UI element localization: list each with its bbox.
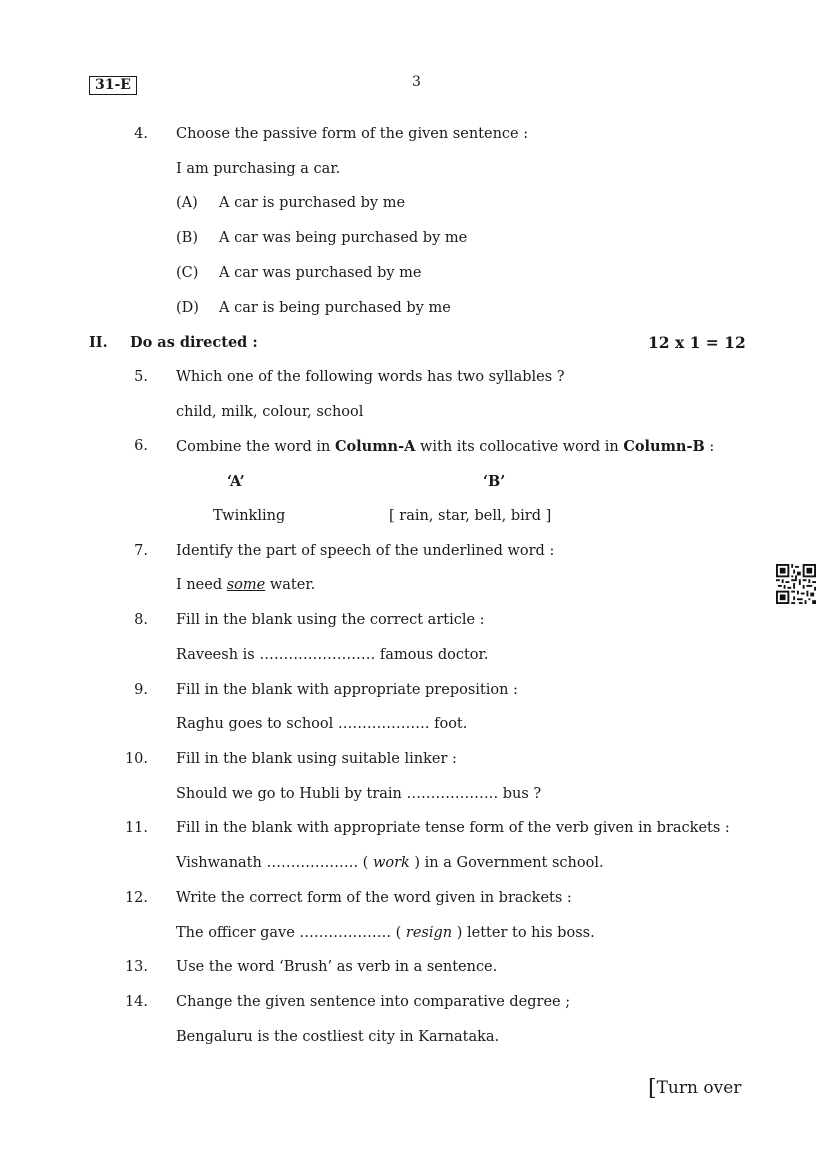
question-sentence: I am purchasing a car.: [176, 161, 341, 177]
question-text: Change the given sentence into comparative degree ;: [176, 994, 571, 1010]
question-text: [176, 438, 714, 455]
qr-code-icon: [776, 564, 816, 604]
question-sentence: Bengaluru is the costliest city in Karnataka.: [176, 1029, 500, 1045]
section-number: II.: [89, 334, 108, 351]
question-text: Which one of the following words has two syllables ?: [176, 369, 565, 385]
question-number: 12.: [124, 890, 148, 906]
question-number: 8.: [134, 612, 148, 628]
sentence-post: water.: [265, 577, 316, 593]
option-label: (C): [176, 265, 199, 281]
question-sentence: [176, 855, 604, 871]
question-number: 6.: [134, 438, 148, 454]
column-b-label: Column-B: [623, 438, 705, 455]
question-number: 7.: [134, 543, 148, 559]
underlined-word: some: [226, 577, 266, 593]
option-label: (A): [176, 195, 198, 211]
sentence-pre: Vishwanath ………………. (: [176, 855, 373, 871]
bracket-verb: work: [372, 855, 410, 871]
question-number: 9.: [134, 682, 148, 698]
option-text: A car is purchased by me: [219, 195, 406, 211]
option-text: A car was being purchased by me: [219, 230, 468, 246]
column-a-label: Column-A: [334, 438, 416, 455]
question-text: Use the word ‘Brush’ as verb in a sentence.: [176, 959, 498, 975]
column-a-word: Twinkling: [213, 508, 286, 524]
question-number: 4.: [134, 126, 148, 142]
question-number: 13.: [124, 959, 148, 975]
option-label: (B): [176, 230, 198, 246]
question-text: Choose the passive form of the given sentence :: [176, 126, 529, 142]
question-sentence: [176, 925, 595, 941]
question-number: 10.: [124, 751, 148, 767]
question-text: Fill in the blank with appropriate preposition :: [176, 682, 518, 698]
question-number: 14.: [124, 994, 148, 1010]
question-text: Identify the part of speech of the underlined word :: [176, 543, 555, 559]
question-words: child, milk, colour, school: [176, 404, 364, 420]
question-sentence: [176, 577, 315, 593]
sentence-pre: I need: [176, 577, 227, 593]
question-sentence: Raveesh is …………………… famous doctor.: [176, 647, 489, 663]
page-number: 3: [412, 74, 421, 90]
section-marks: 12 x 1 = 12: [648, 333, 746, 352]
option-text: A car is being purchased by me: [219, 300, 451, 316]
sentence-pre: The officer gave ………………. (: [176, 925, 406, 941]
section-title: Do as directed :: [130, 334, 258, 351]
column-a-heading: ‘A’: [227, 473, 245, 490]
question-sentence: Raghu goes to school ………………. foot.: [176, 716, 468, 732]
question-text: Fill in the blank with appropriate tense form of the verb given in brackets :: [176, 820, 730, 836]
column-b-heading: ‘B’: [483, 473, 506, 490]
bracket-word: resign: [405, 925, 453, 941]
turn-over-text: Turn over: [656, 1078, 742, 1098]
question-text: Fill in the blank using suitable linker :: [176, 751, 457, 767]
sentence-post: ) in a Government school.: [409, 855, 604, 871]
question-text-mid: with its collocative word in: [415, 439, 624, 455]
paper-code: 31-E: [89, 76, 137, 95]
question-sentence: Should we go to Hubli by train ………………. bus ?: [176, 786, 542, 802]
question-text: Fill in the blank using the correct article :: [176, 612, 485, 628]
sentence-post: ) letter to his boss.: [452, 925, 595, 941]
question-text-pre: Combine the word in: [176, 439, 335, 455]
question-text: Write the correct form of the word given in brackets :: [176, 890, 572, 906]
option-label: (D): [176, 300, 199, 316]
question-text-post: :: [704, 439, 715, 455]
turn-over-note: [648, 1076, 741, 1101]
turn-over-bracket: [: [648, 1076, 657, 1101]
column-b-words: [ rain, star, bell, bird ]: [389, 508, 552, 524]
option-text: A car was purchased by me: [219, 265, 422, 281]
question-number: 5.: [134, 369, 148, 385]
question-number: 11.: [124, 820, 148, 836]
